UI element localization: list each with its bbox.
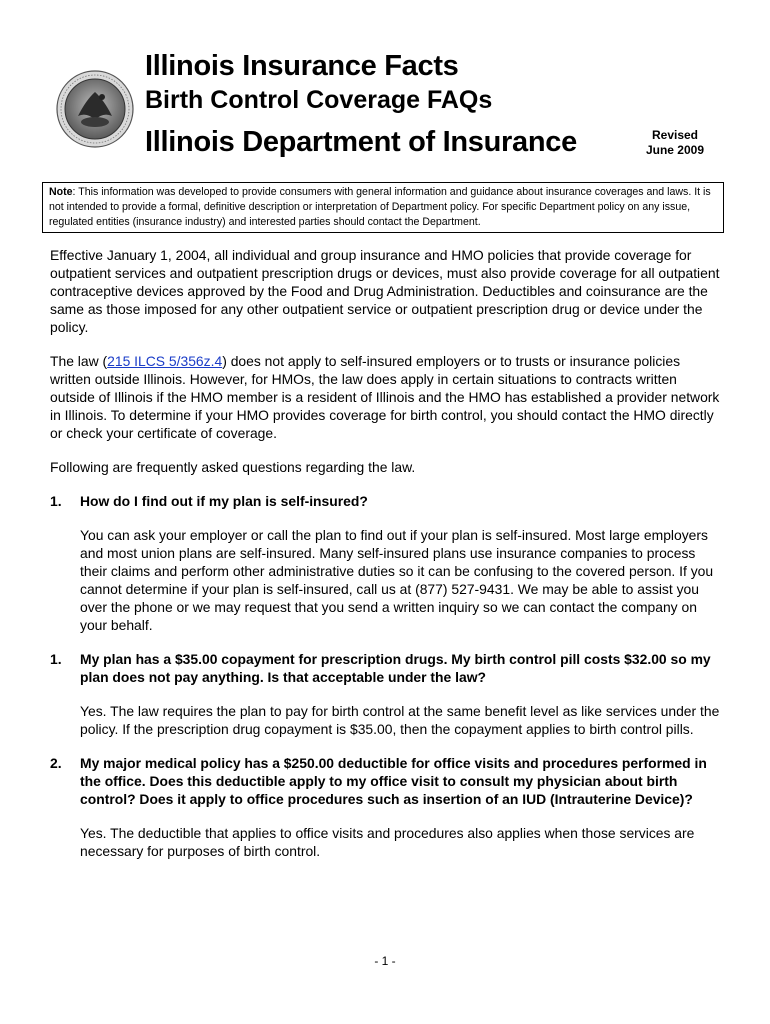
faq-question [50,650,720,686]
law-prefix: The law ( [50,353,108,369]
revised-label: Revised [651,128,699,142]
faq-question-text: My major medical policy has a $250.00 deductible for office visits and procedures performed in the office. Does this deductible apply to my office visit to consult my physician about birth control? Does it apply to office procedures such as insertion of an IUD (Intrauterine Device)? [80,755,707,807]
following-paragraph: Following are frequently asked questions regarding the law. [50,459,416,475]
main-content [50,246,720,876]
faq-question-text: How do I find out if my plan is self-insured? [80,493,368,509]
law-paragraph [50,352,720,442]
faq-answer: Yes. The deductible that applies to office visits and procedures also applies when those services are necessary for purposes of birth control. [80,825,695,859]
page-subtitle: Birth Control Coverage FAQs [145,86,493,114]
faq-number: 1. [50,493,62,509]
faq-question [50,492,720,510]
page-number: - 1 - [374,954,396,968]
revised-date: June 2009 [645,143,705,157]
note-box [42,182,724,233]
faq-answer: You can ask your employer or call the plan to find out if your plan is self-insured. Most large employers and most union plans are self-insured. Many self-insured plans use insurance companies to process their claims and perform other administrative duties so it can be confusing to the covered person. If you cannot determine if your plan is self-insured, call us at (877) 527-9431. We may be able to assist you over the phone or we may request that you send a written inquiry so we can contact the company on your behalf. [80,527,714,633]
law-link[interactable]: 215 ILCS 5/356z.4 [107,353,223,369]
page-title: Illinois Insurance Facts [145,50,459,82]
law-suffix: ) does not apply to self-insured employers or to trusts or insurance policies written outside Illinois. However, for HMOs, the law does apply in certain situations to contracts written outside of Illinois if the HMO member is a resident of Illinois and the HMO has established a provider network in Illinois. To determine if your HMO provides coverage for birth control, you should contact the HMO directly or check your certificate of coverage. [50,353,720,441]
department-name: Illinois Department of Insurance [145,126,577,158]
revision-info [640,128,710,158]
note-label: Note [49,186,73,198]
faq-number: 2. [50,755,62,771]
faq-question-text: My plan has a $35.00 copayment for prescription drugs. My birth control pill costs $32.00 so my plan does not pay anything. Is that acceptable under the law? [80,651,711,685]
faq-answer: Yes. The law requires the plan to pay for birth control at the same benefit level as like services under the policy. If the prescription drug copayment is $35.00, then the copayment applies to birth control pills. [80,703,720,737]
state-seal-icon [56,70,134,148]
intro-paragraph: Effective January 1, 2004, all individual and group insurance and HMO policies that provide coverage for outpatient services and outpatient prescription drugs or devices, must also provide coverage for all outpatient contraceptive devices approved by the Food and Drug Administration. Deductibles and coinsurance are the same as those imposed for any other outpatient service or outpatient prescription drug or device under the policy. [50,247,720,335]
faq-number: 1. [50,651,62,667]
faq-question [50,754,720,808]
note-text: : This information was developed to provide consumers with general information and guidance about insurance coverages and laws. It is not intended to provide a formal, definitive description or interpretation of Department policy. For specific Department policy on any issue, regulated entities (insurance industry) and interested parties should contact the Department. [49,186,711,228]
